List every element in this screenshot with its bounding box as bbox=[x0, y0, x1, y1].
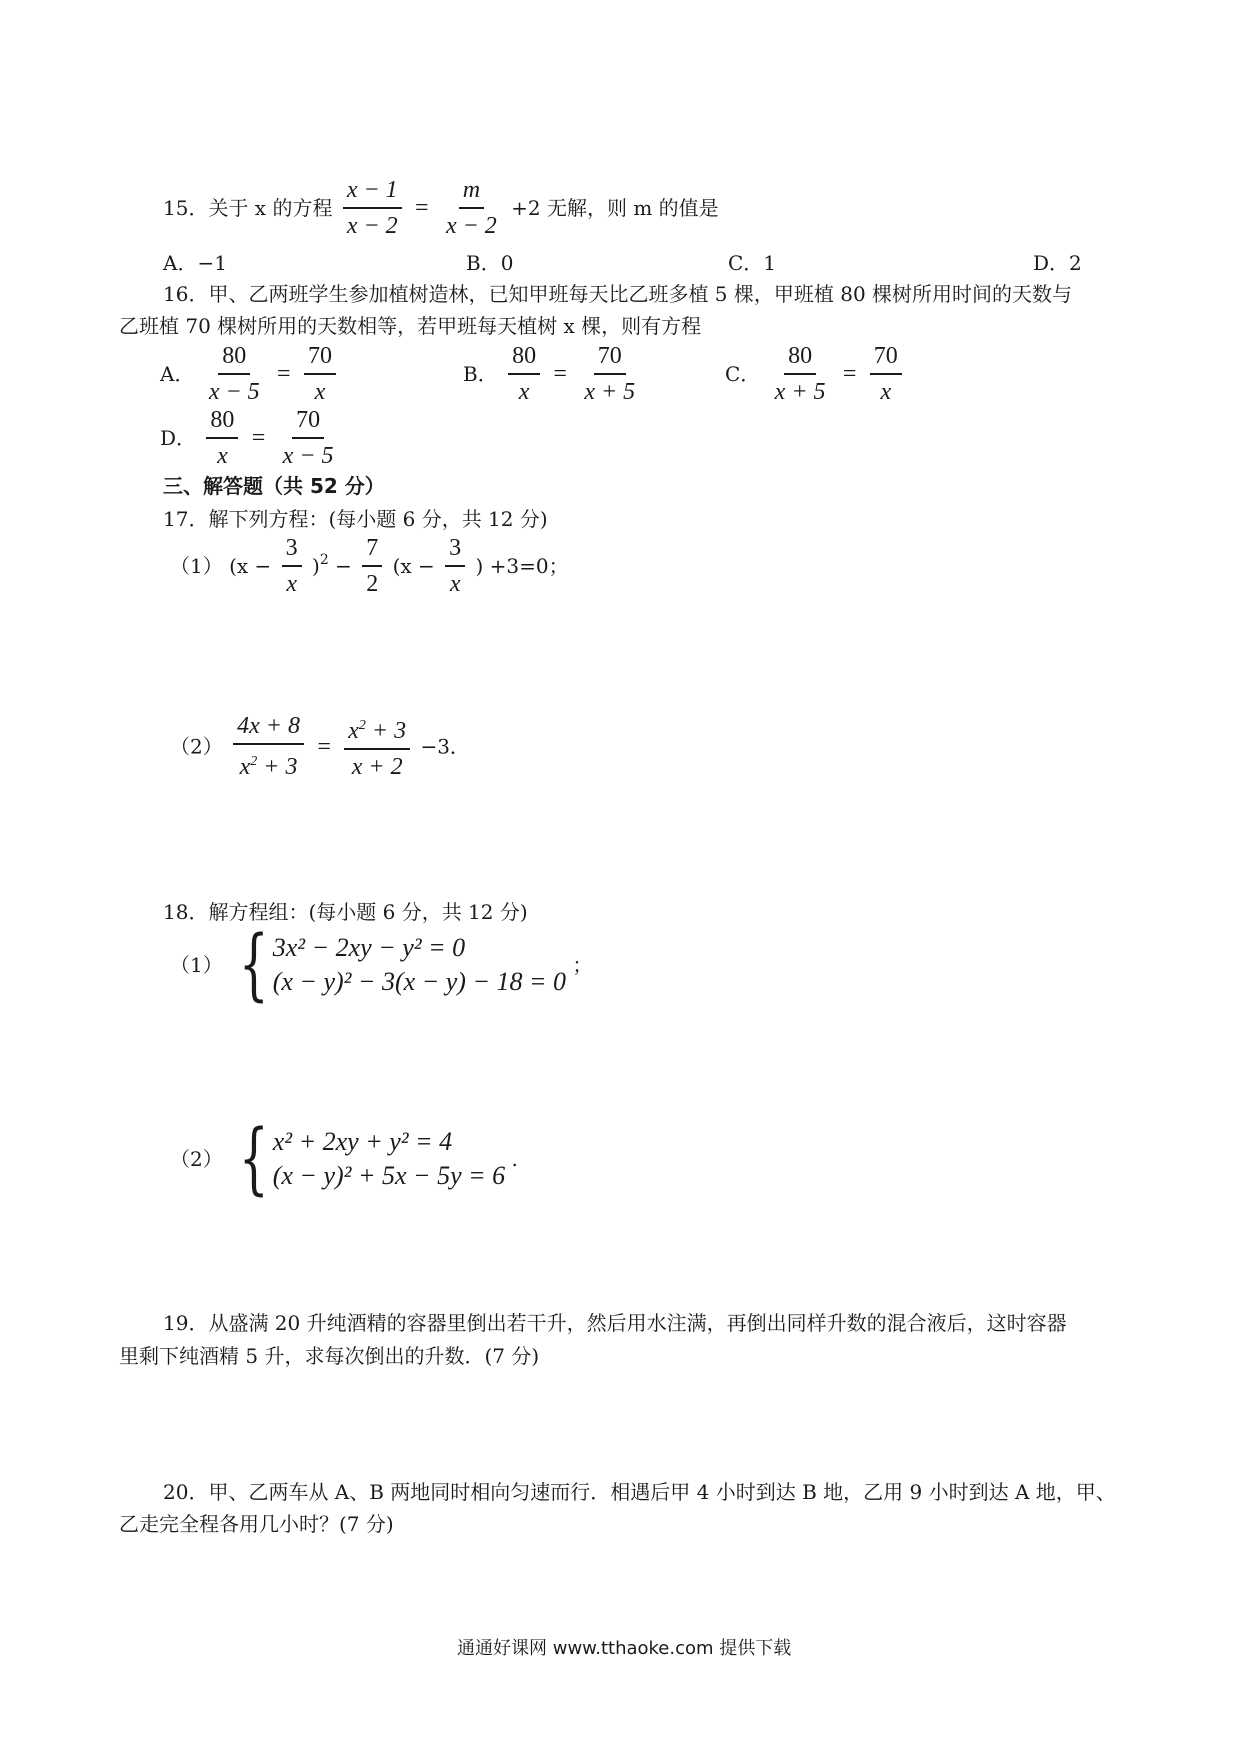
q15-suffix: +2 无解，则 m 的值是 bbox=[511, 196, 719, 220]
q16-line2: 乙班植 70 棵树所用的天数相等，若甲班每天植树 x 棵，则有方程 bbox=[119, 314, 702, 338]
q16-c-left-fraction: $\frac{80}{x + 5}$ bbox=[774, 343, 826, 405]
q15-fraction-left: $\frac{x - 1}{x - 2}$ bbox=[343, 176, 402, 240]
q15-option-d: D．2 bbox=[1033, 251, 1082, 275]
q16-a-right-fraction: $\frac{70}{x}$ bbox=[304, 342, 336, 406]
q16-option-b: B． $\frac{80}{x}$ = $\frac{70}{x + 5}$ bbox=[463, 342, 643, 406]
q15-option-a: A．−1 bbox=[163, 251, 227, 275]
q20-line2: 乙走完全程各用几小时？(7 分) bbox=[119, 1512, 394, 1536]
q16-line1: 16．甲、乙两班学生参加植树造林，已知甲班每天比乙班多植 5 棵，甲班植 80 棵树所用时间的天数与 bbox=[163, 282, 1073, 306]
q18-title: 18．解方程组：(每小题 6 分，共 12 分) bbox=[163, 900, 528, 924]
q18-part2: （2） { x² + 2xy + y² = 4 (x − y)² + 5x − 5y = 6 . bbox=[170, 1114, 518, 1204]
section-title: 三、解答题（共 52 分） bbox=[163, 474, 385, 498]
q17-part1: （1） (x − $\frac{3}{x}$ )$^2$ − $\frac{7}{2}$ (x − $\frac{3}{x}$ ) +3=0； bbox=[170, 535, 569, 597]
q18-p1-equation-2: (x − y)² − 3(x − y) − 18 = 0 bbox=[272, 967, 567, 996]
q18-p1-equation-1: 3x² − 2xy − y² = 0 bbox=[272, 933, 466, 962]
q15-stem: 15．关于 x 的方程 $\frac{x - 1}{x - 2}$ = $\frac{m}{x - 2}$ +2 无解，则 m 的值是 bbox=[163, 177, 719, 239]
q15-option-b: B．0 bbox=[466, 251, 514, 275]
q16-b-right-fraction: $\frac{70}{x + 5}$ bbox=[584, 343, 636, 405]
q18-p2-equation-1: x² + 2xy + y² = 4 bbox=[272, 1127, 453, 1156]
q16-option-c: C． $\frac{80}{x + 5}$ = $\frac{70}{x}$ bbox=[725, 342, 906, 406]
q18-p1-system bbox=[229, 920, 567, 1010]
q19-line2: 里剩下纯酒精 5 升，求每次倒出的升数．(7 分) bbox=[119, 1344, 540, 1368]
left-brace-icon: { bbox=[239, 1114, 269, 1204]
q20-line1: 20．甲、乙两车从 A、B 两地同时相向匀速而行．相遇后甲 4 小时到达 B 地，乙用 9 小时到达 A 地，甲、 bbox=[163, 1480, 1116, 1504]
footer-source: 通通好课网 www.tthaoke.com 提供下载 bbox=[457, 1638, 792, 1659]
q15-option-c: C．1 bbox=[728, 251, 777, 275]
q16-option-d: D． $\frac{80}{x}$ = $\frac{70}{x - 5}$ bbox=[160, 406, 342, 470]
q18-part1: （1） { 3x² − 2xy − y² = 0 (x − y)² − 3(x − y) − 18 = 0 ； bbox=[170, 920, 593, 1010]
q16-d-right-fraction: $\frac{70}{x - 5}$ bbox=[282, 407, 334, 469]
q16-c-right-fraction: $\frac{70}{x}$ bbox=[870, 342, 902, 406]
q17-p2-fraction-right: $\frac{x^2 + 3}{x + 2}$ bbox=[344, 712, 410, 781]
q17-p1-fraction-2: $\frac{7}{2}$ bbox=[362, 534, 382, 598]
left-brace-icon: { bbox=[239, 920, 269, 1010]
q16-b-left-fraction: $\frac{80}{x}$ bbox=[508, 342, 540, 406]
q17-p1-fraction-1: $\frac{3}{x}$ bbox=[282, 534, 302, 598]
q17-title: 17．解下列方程：(每小题 6 分，共 12 分) bbox=[163, 507, 548, 531]
q17-part2: （2） $\frac{4x + 8}{x^2 + 3}$ = $\frac{x^2 + 3}{x + 2}$ −3． bbox=[170, 713, 470, 780]
q19-line1: 19．从盛满 20 升纯酒精的容器里倒出若干升，然后用水注满，再倒出同样升数的混合液后，这时容器 bbox=[163, 1311, 1067, 1335]
q18-p2-system bbox=[229, 1114, 506, 1204]
q18-p2-equation-2: (x − y)² + 5x − 5y = 6 bbox=[272, 1161, 506, 1190]
q15-prefix: 15．关于 x 的方程 bbox=[163, 196, 333, 220]
q17-p2-fraction-left: $\frac{4x + 8}{x^2 + 3}$ bbox=[233, 712, 304, 781]
q16-d-left-fraction: $\frac{80}{x}$ bbox=[206, 406, 238, 470]
q15-fraction-right: $\frac{m}{x - 2}$ bbox=[445, 177, 497, 239]
q16-a-left-fraction: $\frac{80}{x - 5}$ bbox=[208, 343, 260, 405]
q16-option-a: A． $\frac{80}{x - 5}$ = $\frac{70}{x}$ bbox=[160, 342, 340, 406]
q17-p1-fraction-3: $\frac{3}{x}$ bbox=[445, 534, 465, 598]
